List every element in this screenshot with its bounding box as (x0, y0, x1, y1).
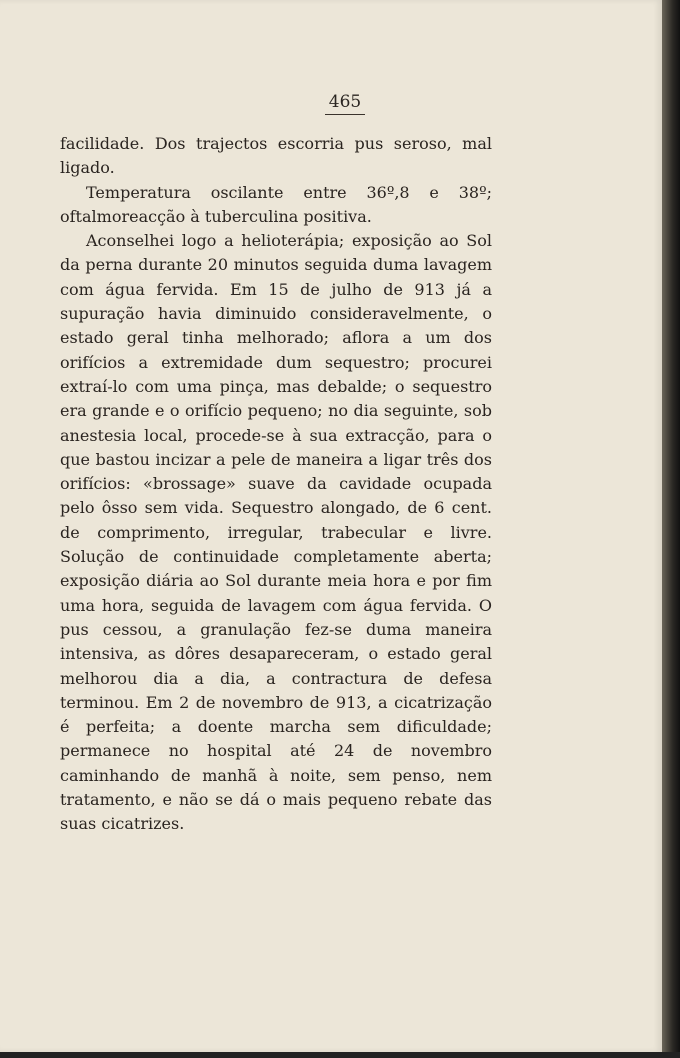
paragraph-1: facilidade. Dos trajectos escorria pus seroso, mal ligado. (60, 134, 492, 178)
paragraph-2: Temperatura oscilante entre 36º,8 e 38º; oftalmoreacção à tuberculina positiva. (60, 182, 492, 226)
book-edge-right (662, 0, 680, 1058)
page-number (0, 92, 680, 115)
body-text (60, 132, 492, 837)
book-edge-bottom (0, 1052, 680, 1058)
page-number-text: 465 (325, 92, 365, 115)
paragraph-3: Aconselhei logo a helioterápia; exposição ao Sol da perna durante 20 minutos seguida duma lavagem com água fervida. Em 15 de julho de 913 já a supuração havia diminuido consideravelmente, o estado geral tinha melhorado; aflora a um dos orifícios a extremidade dum sequestro; procurei extraí-lo com uma pinça, mas debalde; o sequestro era grande e o orifício pequeno; no dia seguinte, sob anestesia local, procede-se à sua extracção, para o que bastou incizar a pele de maneira a ligar três dos orifícios: «brossage» suave da cavidade ocupada pelo ôsso sem vida. Sequestro alongado, de 6 cent. de comprimento, irregular, trabecular e livre. Solução de continuidade completamente aberta; exposição diária ao Sol durante meia hora e por fim uma hora, seguida de lavagem com água fervida. O pus cessou, a granulação fez-se duma maneira intensiva, as dôres desapareceram, o estado geral melhorou dia a dia, a contractura de defesa terminou. Em 2 de novembro de 913, a cicatrização é perfeita; a doente marcha sem dificuldade; permanece no hospital até 24 de novembro caminhando de manhã à noite, sem penso, nem tratamento, e não se dá o mais pequeno rebate das suas cicatrizes. (60, 231, 492, 834)
